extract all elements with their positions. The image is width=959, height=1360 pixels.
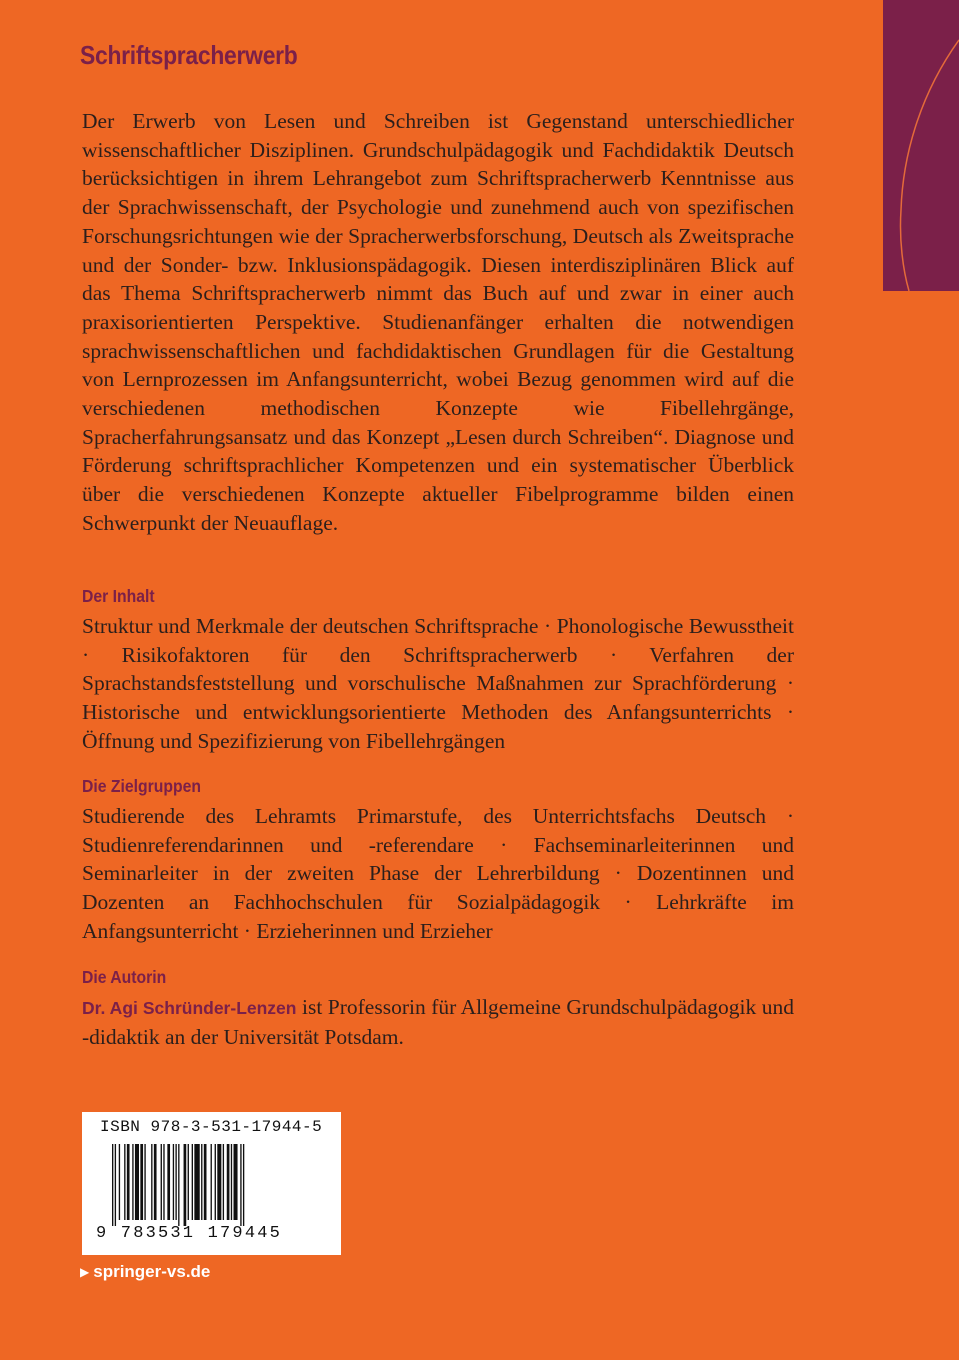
barcode-bar — [140, 1144, 143, 1220]
barcode-bar — [124, 1144, 125, 1220]
barcode-bar — [240, 1144, 241, 1226]
barcode-bar — [127, 1144, 130, 1220]
section-text-autorin — [82, 993, 794, 1051]
barcode-bar — [192, 1144, 193, 1220]
barcode-bar — [178, 1144, 179, 1226]
barcode-bar — [112, 1144, 113, 1226]
barcode-digits: 9 783531 179445 — [96, 1224, 283, 1243]
barcode-bar — [215, 1144, 216, 1220]
barcode-bar — [231, 1144, 232, 1220]
barcode-bar — [167, 1144, 170, 1220]
barcode-bar — [135, 1144, 139, 1220]
publisher-link[interactable] — [80, 1262, 210, 1282]
corner-arc-graphic — [883, 0, 959, 291]
book-title: Schriftspracherwerb — [80, 40, 298, 70]
isbn-label: ISBN 978-3-531-17944-5 — [100, 1118, 323, 1136]
section-heading-inhalt: Der Inhalt — [82, 586, 155, 606]
barcode-bar — [132, 1144, 133, 1220]
book-description: Der Erwerb von Lesen und Schreiben ist Gegenstand unterschiedlicher wissenschaftlicher Disziplinen. Grundschulpädagogik und Fachdidaktik Deutsch berücksichtigen in ihrem Lehrangebot zum Schriftspracherwerb Kenntnisse aus der Sprachwissenschaft, der Psychologie und zunehmend auch von spezifischen Forschungsrichtungen wie der Spracherwerbsforschung, Deutsch als Zweitsprache und der Sonder- bzw. Inklusionspädagogik. Diesen interdisziplinären Blick auf das Thema Schriftspracherwerb nimmt das Buch auf und zwar in einer auch praxisorientierten Perspektive. Studienanfänger erhalten die notwendigen sprachwissenschaftlichen und fachdidaktischen Grundlagen für die Gestaltung von Lernprozessen im Anfangsunterricht, wobei Bezug genommen wird auf die verschiedenen methodischen Konzepte wie Fibellehrgänge, Spracherfahrungsansatz und das Konzept „Lesen durch Schreiben“. Diagnose und Förderung schriftsprachlicher Kompetenzen und ein systematischer Überblick über die verschiedenen Konzepte aktueller Fibelprogramme bilden einen Schwerpunkt der Neuauflage. — [82, 109, 794, 535]
barcode-bars — [112, 1144, 317, 1226]
barcode-bar — [154, 1144, 157, 1220]
barcode-bar — [211, 1144, 212, 1220]
barcode-bar — [115, 1144, 116, 1226]
barcode-bar — [234, 1144, 238, 1220]
barcode-bar — [161, 1144, 162, 1220]
barcode-bar — [163, 1144, 164, 1220]
section-text-zielgruppen: Studierende des Lehramts Primarstufe, des Unterrichtsfachs Deutsch · Studienreferendarinnen und -referendare · Fachseminarleiterinnen und Seminarleiter in der zweiten Phase der Lehrerbildung · Dozentinnen und Dozenten an Fachhochschulen für Sozialpädagogik · Lehrkräfte im Anfangsunterricht · Erzieherinnen und Erzieher — [82, 804, 794, 943]
barcode-bar — [217, 1144, 221, 1220]
barcode-bar — [227, 1144, 230, 1220]
barcode-bar — [175, 1144, 176, 1220]
section-heading-zielgruppen: Die Zielgruppen — [82, 776, 202, 796]
publisher-url: springer-vs.de — [93, 1262, 211, 1281]
barcode-bar — [201, 1144, 202, 1220]
barcode-bar — [184, 1144, 187, 1226]
section-text-inhalt: Struktur und Merkmale der deutschen Schriftsprache · Phonologische Bewusstheit · Risikofaktoren für den Schriftspracherwerb · Verfahren der Sprachstandsfeststellung und vorschulische Maßnahmen zur Sprachförderung · Historische und entwicklungsorientierte Methoden des Anfangsunterrichts · Öffnung und Spezifizierung von Fibellehrgängen — [82, 614, 794, 753]
arrow-right-icon: ▶ — [80, 1265, 90, 1279]
barcode-bar — [188, 1144, 189, 1220]
barcode-bar — [144, 1144, 145, 1220]
barcode-bar — [194, 1144, 199, 1220]
corner-decoration — [883, 0, 959, 291]
author-name: Dr. Agi Schründer-Lenzen — [82, 998, 297, 1018]
author-bio: ist Professorin für Allgemeine Grundschulpädagogik und -didaktik an der Universität Potsdam. — [82, 995, 794, 1049]
isbn-barcode — [82, 1112, 341, 1255]
section-heading-autorin: Die Autorin — [82, 967, 167, 987]
barcode-bar — [243, 1144, 244, 1226]
barcode-bar — [223, 1144, 224, 1220]
barcode-bar — [173, 1144, 174, 1220]
barcode-bar — [204, 1144, 207, 1220]
barcode-bar — [151, 1144, 152, 1220]
barcode-bar — [119, 1144, 120, 1220]
